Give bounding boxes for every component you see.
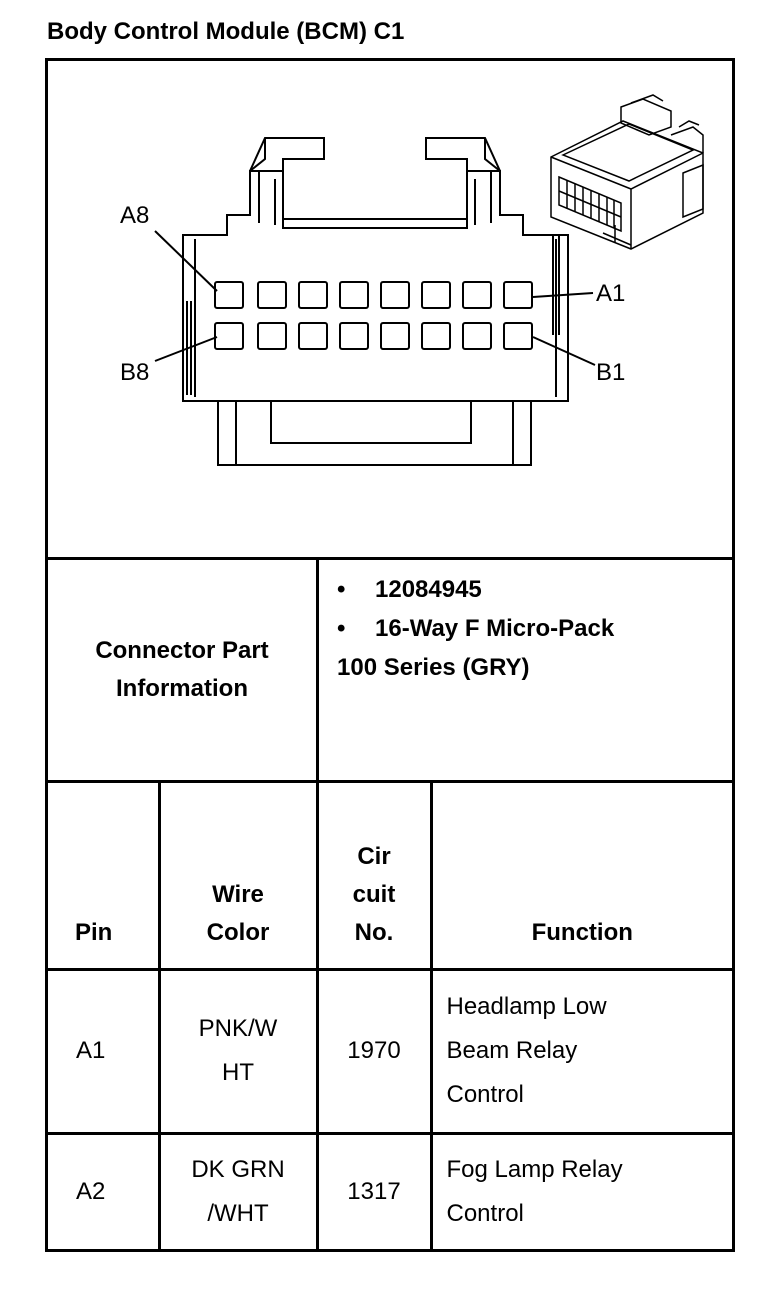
connector-diagram <box>48 61 732 560</box>
pin-label-a8: A8 <box>120 202 150 229</box>
page-title: Body Control Module (BCM) C1 <box>47 18 405 45</box>
bullet-icon: • <box>337 615 346 642</box>
b1-leader <box>533 337 595 365</box>
table-header-row <box>48 783 732 969</box>
right-latch <box>426 138 500 171</box>
part-number-line <box>337 576 482 604</box>
bottom-skirt <box>218 401 531 465</box>
cpi-label-line-2: Information <box>115 675 248 702</box>
wire-color-cell: PNK/W HT <box>159 969 317 1133</box>
pin-label-b1: B1 <box>596 359 626 386</box>
header-wire-color: Wire Color <box>159 783 317 969</box>
pin-row-b <box>215 323 532 349</box>
connector-description: 16-Way F Micro-Pack <box>375 615 615 642</box>
a8-leader <box>155 231 217 291</box>
pin-label-a1: A1 <box>596 280 626 307</box>
table-row <box>48 1133 732 1249</box>
connector-face-drawing <box>3 3 768 563</box>
table-row <box>48 969 732 1133</box>
wire-color-cell: DK GRN /WHT <box>159 1133 317 1249</box>
pin-cell: A2 <box>48 1133 159 1249</box>
header-function: Function <box>431 783 732 969</box>
function-cell: Fog Lamp Relay Control <box>431 1133 732 1249</box>
connector-part-info-details <box>319 560 729 780</box>
pin-table <box>48 783 732 1249</box>
description-line <box>337 615 614 643</box>
connector-sheet <box>45 58 735 1252</box>
connector-part-info-label <box>48 560 319 780</box>
part-number: 12084945 <box>375 576 482 603</box>
pin-label-b8: B8 <box>120 359 150 386</box>
left-latch <box>250 138 324 171</box>
connector-part-info-row <box>48 560 732 783</box>
a1-leader <box>533 293 593 297</box>
connector-isometric-thumbnail <box>551 95 703 249</box>
header-circuit-no: Cir cuit No. <box>317 783 431 969</box>
pin-row-a <box>215 282 532 308</box>
pin-cell: A1 <box>48 969 159 1133</box>
circuit-cell: 1317 <box>317 1133 431 1249</box>
function-cell: Headlamp Low Beam Relay Control <box>431 969 732 1133</box>
housing-inner-line <box>195 239 556 397</box>
bullet-icon: • <box>337 576 346 603</box>
cpi-label-line-1: Connector Part <box>95 637 269 664</box>
description-continuation: 100 Series (GRY) <box>337 654 530 681</box>
header-pin: Pin <box>48 783 159 969</box>
thumbnail-pin-grid <box>559 177 621 231</box>
circuit-cell: 1970 <box>317 969 431 1133</box>
housing-outline <box>183 171 568 401</box>
